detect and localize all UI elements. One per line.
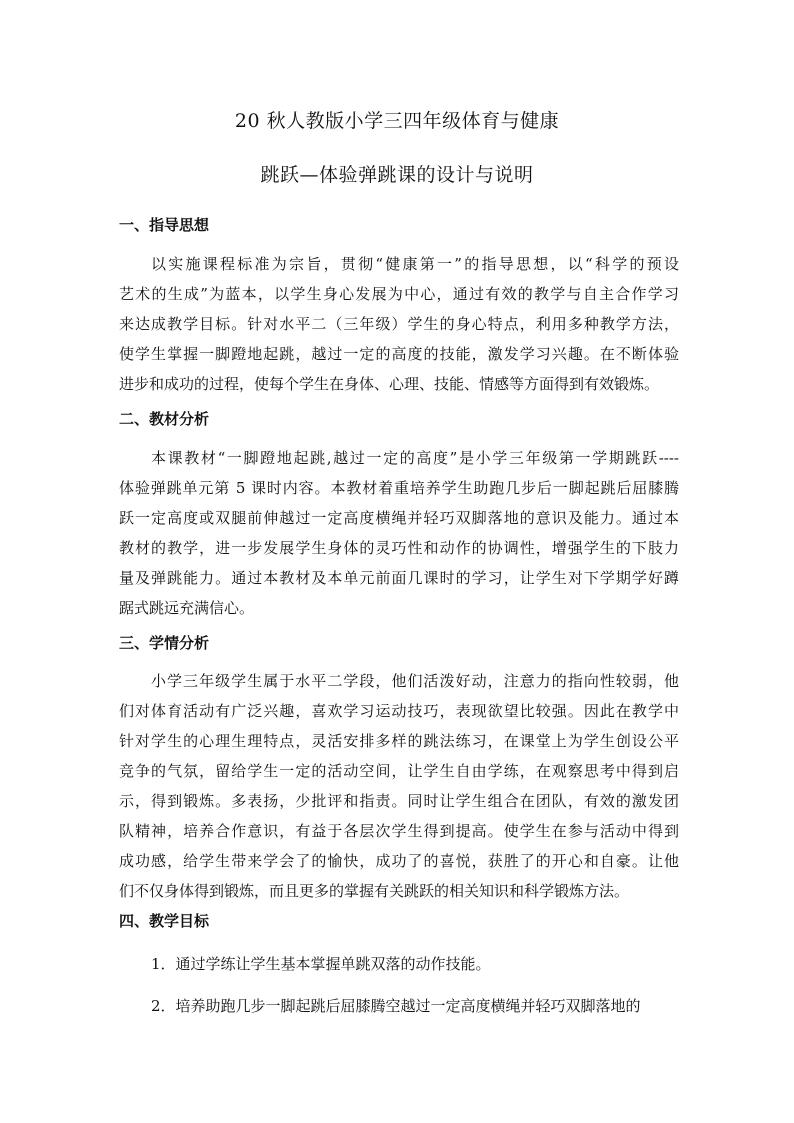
paragraph-line: 示，得到锻炼。多表扬，少批评和指责。同时让学生组合在团队，有效的激发团 <box>119 792 679 810</box>
section-heading-student-analysis: 三、学情分析 <box>119 634 210 652</box>
section-heading-material-analysis: 二、教材分析 <box>119 410 210 428</box>
section-body-guiding-thought <box>119 249 679 399</box>
paragraph-line: 跃一定高度或双腿前伸越过一定高度横绳并轻巧双脚落地的意识及能力。通过本 <box>119 509 679 527</box>
paragraph-line: 踞式跳远充满信心。 <box>119 599 255 617</box>
paragraph-line: 小学三年级学生属于水平二学段，他们活泼好动，注意力的指向性较弱，他 <box>151 672 679 690</box>
paragraph-line: 们不仅身体得到锻炼，而且更多的掌握有关跳跃的相关知识和科学锻炼方法。 <box>119 882 630 900</box>
document-title-line-1: 20 秋人教版小学三四年级体育与健康 <box>234 110 560 132</box>
paragraph-line: 体验弹跳单元第 5 课时内容。本教材着重培养学生助跑几步后一脚起跳后屈膝腾 <box>119 479 679 497</box>
section-heading-teaching-goals: 四、教学目标 <box>119 912 210 930</box>
paragraph-line: 竞争的气氛，留给学生一定的活动空间，让学生自由学练，在观察思考中得到启 <box>119 762 679 780</box>
paragraph-line: 进步和成功的过程，使每个学生在身体、心理、技能、情感等方面得到有效锻炼。 <box>119 375 660 393</box>
paragraph-line: 们对体育活动有广泛兴趣，喜欢学习运动技巧，表现欲望比较强。因此在教学中 <box>119 702 679 720</box>
paragraph-line: 以实施课程标准为宗旨，贯彻“健康第一”的指导思想，以“科学的预设 <box>151 255 679 273</box>
paragraph-line: 教材的教学，进一步发展学生身体的灵巧性和动作的协调性，增强学生的下肢力 <box>119 539 679 557</box>
paragraph-line: 量及弹跳能力。通过本教材及本单元前面几课时的学习，让学生对下学期学好蹲 <box>119 569 679 587</box>
document-title-line-2: 跳跃—体验弹跳课的设计与说明 <box>260 164 534 186</box>
section-heading-guiding-thought: 一、指导思想 <box>119 216 210 234</box>
paragraph-line: 艺术的生成”为蓝本，以学生身心发展为中心，通过有效的教学与自主合作学习 <box>119 285 679 303</box>
list-item: 1．通过学练让学生基本掌握单跳双落的动作技能。 <box>151 955 491 973</box>
paragraph-line: 队精神，培养合作意识，有益于各层次学生得到提高。使学生在参与活动中得到 <box>119 822 679 840</box>
paragraph-line: 来达成教学目标。针对水平二（三年级）学生的身心特点，利用多种教学方法， <box>119 315 679 333</box>
paragraph-line: 针对学生的心理生理特点，灵活安排多样的跳法练习，在课堂上为学生创设公平 <box>119 732 679 750</box>
paragraph-line: 成功感，给学生带来学会了的愉快，成功了的喜悦，获胜了的开心和自豪。让他 <box>119 852 679 870</box>
paragraph-line: 使学生掌握一脚蹬地起跳，越过一定的高度的技能，激发学习兴趣。在不断体验 <box>119 345 679 363</box>
list-item: 2．培养助跑几步一脚起跳后屈膝腾空越过一定高度横绳并轻巧双脚落地的 <box>151 997 641 1015</box>
section-body-student-analysis <box>119 666 679 906</box>
paragraph-line: 本课教材“一脚蹬地起跳,越过一定的高度”是小学三年级第一学期跳跃---- <box>151 449 679 467</box>
section-body-material-analysis <box>119 443 679 623</box>
